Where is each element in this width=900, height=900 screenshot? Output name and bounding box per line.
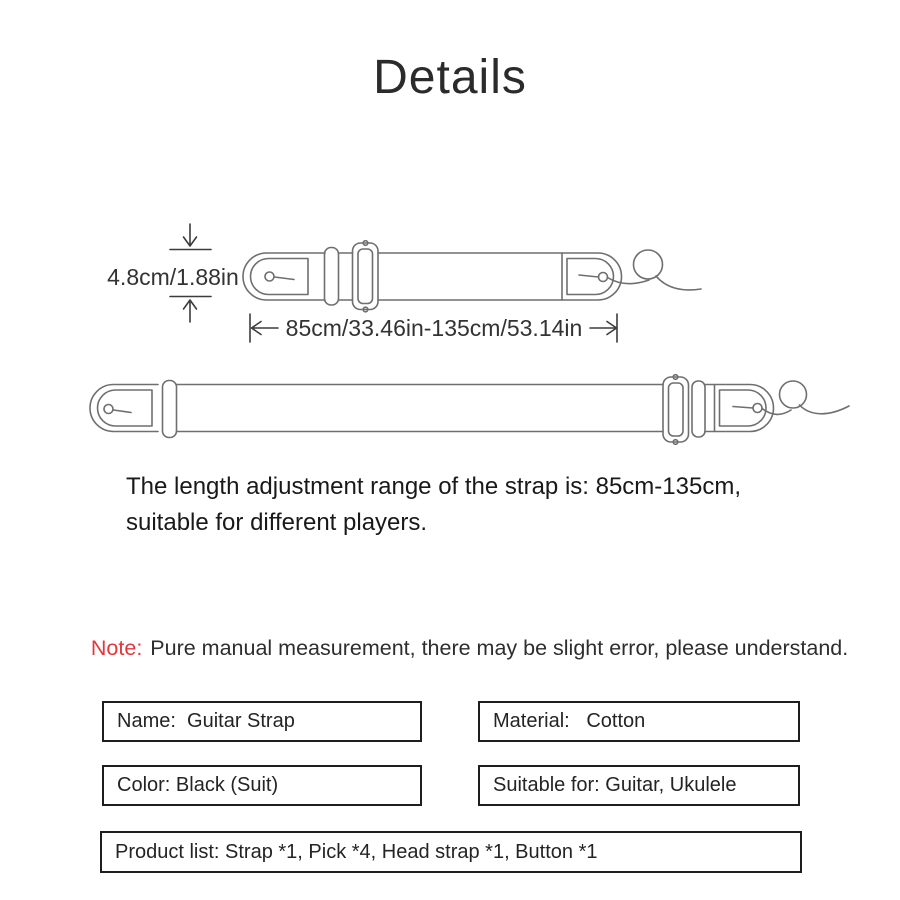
width-dimension-label: 4.8cm/1.88in bbox=[107, 264, 239, 290]
strap-short-cord-loop bbox=[634, 250, 663, 279]
note-label: Note: bbox=[90, 636, 143, 660]
spec-suitable-box: Suitable for: Guitar, Ukulele bbox=[478, 765, 800, 806]
strap-long-left-tab bbox=[98, 390, 153, 426]
spec-name-box: Name: Guitar Strap bbox=[102, 701, 422, 742]
strap-short-body bbox=[378, 253, 562, 300]
strap-long-segment bbox=[705, 385, 715, 432]
description-line-1: The length adjustment range of the strap is: 85cm-135cm, bbox=[126, 473, 741, 500]
strap-long-buckle-outer bbox=[663, 377, 689, 442]
spec-product-list-box: Product list: Strap *1, Pick *4, Head strap *1, Button *1 bbox=[100, 831, 802, 873]
note-text: Pure manual measurement, there may be slight error, please understand. bbox=[150, 636, 849, 660]
strap-short-left-hole bbox=[265, 272, 274, 281]
strap-long bbox=[90, 375, 849, 445]
strap-long-right-slot bbox=[733, 407, 753, 409]
strap-long-left-slot bbox=[114, 410, 132, 413]
strap-long-right-keeper bbox=[692, 381, 705, 437]
spec-material-box: Material: Cotton bbox=[478, 701, 800, 742]
strap-long-buckle-inner bbox=[669, 383, 684, 436]
strap-long-left-hole bbox=[104, 405, 113, 414]
arrow-down-icon bbox=[184, 224, 197, 246]
strap-short-left-tab bbox=[251, 259, 308, 295]
strap-short bbox=[243, 241, 701, 312]
description-line-2: suitable for different players. bbox=[126, 509, 428, 536]
description bbox=[126, 469, 741, 541]
length-dimension-label: 85cm/33.46in-135cm/53.14in bbox=[285, 315, 583, 341]
measurement-note bbox=[67, 611, 848, 686]
arrow-up-icon bbox=[184, 300, 197, 322]
length-dimension bbox=[250, 314, 617, 342]
strap-long-left-keeper bbox=[163, 381, 177, 438]
arrow-right-icon bbox=[590, 322, 617, 335]
spec-color-box: Color: Black (Suit) bbox=[102, 765, 422, 806]
strap-long-tie-cord bbox=[762, 405, 849, 414]
page-title: Details bbox=[373, 51, 527, 104]
strap-long-cord-loop bbox=[780, 381, 807, 408]
width-dimension bbox=[107, 224, 239, 322]
strap-long-body bbox=[177, 385, 664, 432]
strap-short-buckle-outer bbox=[353, 243, 379, 310]
strap-short-left-slot bbox=[275, 277, 295, 280]
strap-short-segment bbox=[339, 253, 353, 300]
strap-short-buckle-inner bbox=[358, 249, 373, 304]
strap-short-right-hole bbox=[599, 273, 608, 282]
strap-long-left-end bbox=[90, 385, 158, 432]
arrow-left-icon bbox=[252, 322, 279, 335]
strap-short-right-slot bbox=[579, 275, 599, 277]
strap-long-right-hole bbox=[753, 404, 762, 413]
strap-short-left-end bbox=[243, 253, 325, 300]
strap-short-keeper bbox=[325, 248, 339, 306]
